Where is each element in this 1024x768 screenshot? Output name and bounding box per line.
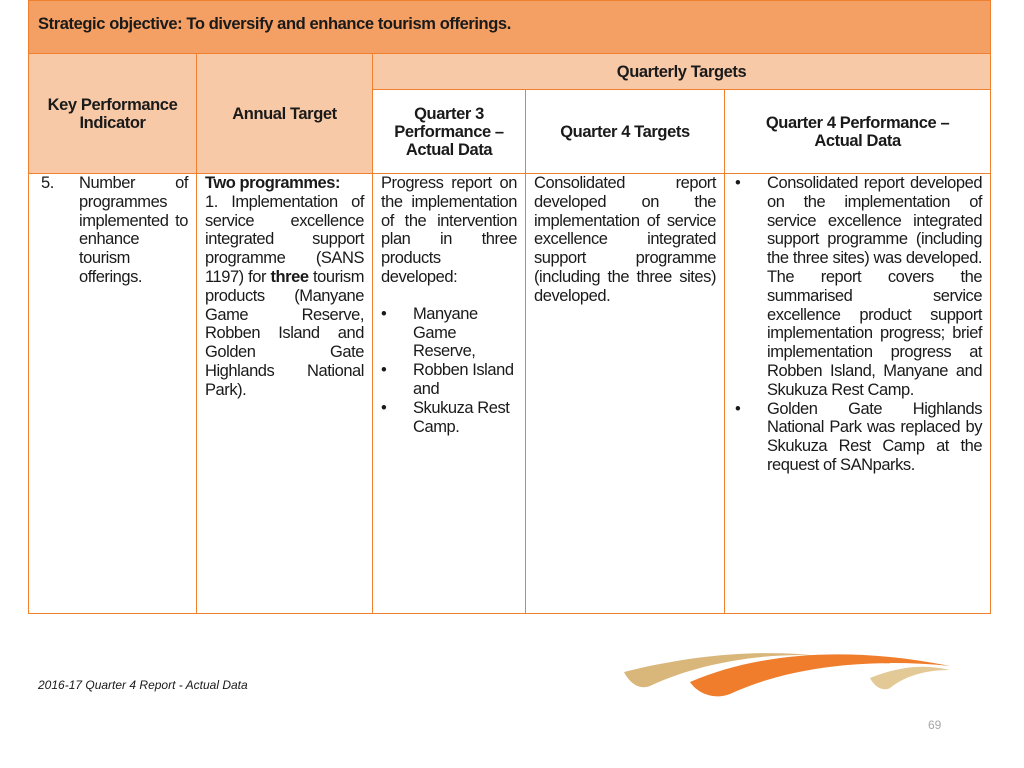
annual-target-line-1: 1. Implementation of service excellence integrated support programme (SANS 1197) for [205,192,364,286]
header-q4-performance: Quarter 4 Performance – Actual Data [725,90,991,174]
q4-target-text: Consolidated report developed on the implementation of service excellence integrated support programme (including the three sites) developed. [534,174,716,305]
logo-tan-swoosh-right [870,667,950,690]
bullet-icon: • [735,174,741,192]
list-item: • Robben Island and [381,361,514,398]
annual-target-heading: Two programmes: [205,174,341,192]
kpi-text: Number of programmes implemented to enhance tourism offerings. [79,174,188,286]
q4-performance-list [735,174,982,475]
bullet-icon: • [381,361,387,380]
footer-report-label: 2016-17 Quarter 4 Report - Actual Data [38,678,248,692]
list-item: • Consolidated report developed on the implementation of service excellence integrated support programme (including the three sites) was developed. The report covers the summarised service excellence product support implementation progress; brief implementation progress at Robben Island, Manyane and Skukuza Rest Camp. [735,174,983,399]
table-row [29,174,991,614]
q3-performance-cell [373,174,526,614]
page-number: 69 [928,718,942,732]
header-annual-target: Annual Target [197,54,373,174]
header-quarterly-targets: Quarterly Targets [373,54,991,90]
q4-performance-cell [725,174,991,614]
q4-target-cell [526,174,725,614]
header-kpi: Key Performance Indicator [29,54,197,174]
bullet-icon: • [735,399,741,418]
list-item: • Skukuza Rest Camp. [381,398,510,436]
kpi-cell [29,174,197,614]
bullet-icon: • [381,398,387,417]
annual-target-text [205,174,364,400]
header-q3-performance: Quarter 3 Performance – Actual Data [373,90,526,174]
strategic-objective: Strategic objective: To diversify and enhance tourism offerings. [29,1,991,54]
q3-list [381,305,517,437]
list-item: • Golden Gate Highlands National Park was replaced by Skukuza Rest Camp at the request of SANparks. [735,399,983,474]
bullet-icon: • [381,304,387,323]
performance-table [28,0,991,614]
list-item: • Manyane Game Reserve, [381,304,478,361]
kpi-number: 5. [41,174,54,192]
annual-target-emphasis: three [270,267,309,286]
annual-target-cell [197,174,373,614]
q3-intro: Progress report on the implementation of the intervention plan in three products developed: [381,174,517,286]
header-q4-targets: Quarter 4 Targets [526,90,725,174]
swoosh-logo-icon [620,648,955,700]
annual-target-line-2: tourism products (Manyane Game Reserve, Robben Island and Golden Gate Highlands National Park). [205,267,364,399]
